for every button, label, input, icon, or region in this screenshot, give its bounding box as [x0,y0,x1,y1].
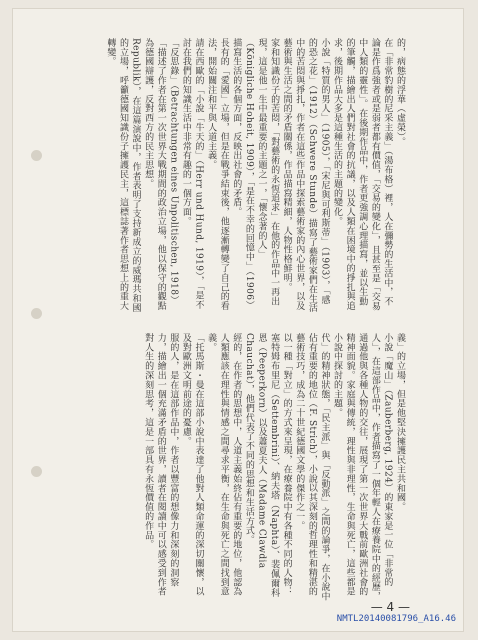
bottom-text-column [26,333,406,603]
paragraph: 長有的「愛國」立場，但是在戰爭結束後，他逐漸轉變了自己的看法，開始關注和平與人道主義。 [206,38,229,311]
paragraph: 的，病態的浮華（虛榮）。 [395,38,405,147]
paragraph: 小說「特質的男人」（1905），「宋尼與可利斯蒂」（1903），「感的恐之花」（1912）（Schwere Stunde）描寫了藝術家們在生活中的苦悶與掙扎，作者在這些作品中探索藝術家的內心世界，以及藝術與生活之間的矛盾關係，作品描寫精細，人物性格鮮明。 [281,38,330,313]
paragraph: 「托馬斯・曼在這部小說中表達了他對人類命運的深切關懷，以及對歐洲文明前途的憂慮。 [180,333,204,597]
paragraph: 經的，在作者的思想中，人道主義始終佔有重要的地位，他認為人類應該在理性與情感之間尋求平衡，在生命與死亡之間找到意義。 [206,333,242,597]
paragraph: 義」的立場，但是他堅決擁護民主共和國。 [395,333,405,512]
document-page [12,8,464,632]
paragraph: 以一種「對立」的方式來呈現，在療養院中有各種不同的人物：塞特姆布里尼（Settembrini）、納夫塔（Naphta）、裴佩爾科恩（Peeperkorn）以及蕭夏夫人（Madame Clawdia Chauchat），他們代表了不同的思想和生活方式。 [243,333,292,598]
paragraph: Republik），在這篇演說中，作者表明了支持新成立的威瑪共和國的立場，呼籲德國知識份子擁護民主，這標誌著作者思想上的重大轉變。 [105,38,141,313]
paragraph: 小說「魔山」（Zauberberg, 1924）的東家是一位「非常的人」，在這部作品中，作者描寫了一個年輕人在療養院中的經歷，通過他與各種人物的交往，展現了第一次世界大戰前歐洲社會的精神面貌。家庭與傳統，理性與非理性，生命與死亡，這些都是小說中探討的主題。 [332,333,393,602]
paragraph: 服的人，是在這部作品中，作者以豐富的想像力和深刻的洞察力，描繪出一個充滿矛盾的世界，讀者在閱讀中可以感受到作者對人生的深刻思考，這是一部具有永恆價值的作品。 [143,333,179,597]
top-text-column [26,38,406,313]
paragraph: 在「非常豹樹的尼采主義」（湯布格）裡，人在彌勢的生活中，不論是作爲強者或是弱者都有價值，「交易的變化」，且甚至是「交易中人類的靈性」。在後期作品中，作者更強調心理描寫，並以生動的筆觸，描繪出人們對社會的抗議，以及人類在困境中的掙扎與追求，後期作品大多是這種生活的主題的變化。 [332,38,393,311]
paragraph: 家和知識份子的苦悶，「對藝術的永恆追求」在他的作品中一再出現，這是他一生中最重要的主題之一，「懷念著的人」（Königliche Hoheit, 1909），「是在不幸的回憶中」（1906）描寫生活的各個方面，反映出社會的矛盾。 [231,38,280,310]
archive-stamp: NMTL20140081796_A16.46 [336,614,456,624]
paragraph: 請在西歐的「小說「牛天的」（Herr und Hund, 1919），「是不討在我們的知識生活中非常有趣的一個方面。 [180,38,204,310]
paragraph: 代」的精神狀態，「民主派」與「反動派」之間的論爭，在小說中佔有重要的地位（F. Strich），小說以其深刻的哲理性和精湛的藝術技巧，成為二十世紀德國文學的傑作之一。 [294,333,330,602]
page-number: — 4 — [370,600,410,614]
paragraph: 「反思錄」（Betrachtungen eines Unpolitischen, 1918）「描述了作者在第一次世界大戰期間的政治立場，他以保守的觀點為德國辯護，反對西方的民主思想。 [143,38,179,311]
